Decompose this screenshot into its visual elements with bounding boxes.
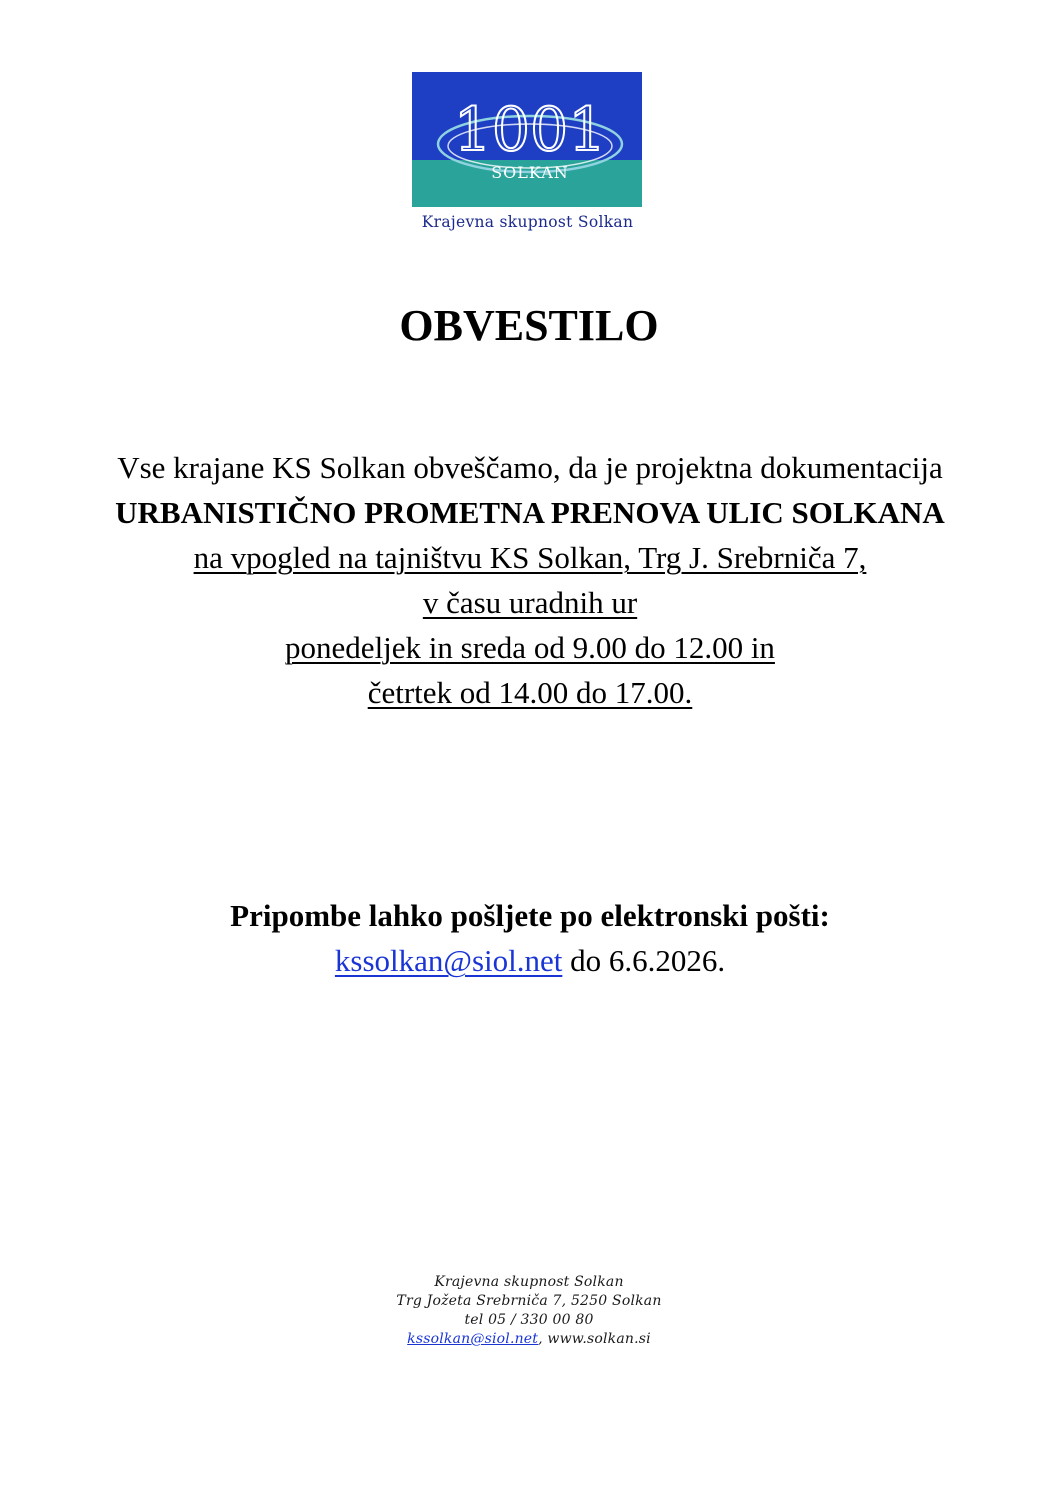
notice-location: na vpogled na tajništvu KS Solkan, Trg J. Srebrniča 7,	[193, 540, 867, 575]
notice-hours-2-line	[60, 670, 1000, 715]
email-link[interactable]: kssolkan@siol.net	[334, 943, 563, 978]
notice-hours-2: četrtek od 14.00 do 17.00.	[367, 675, 693, 710]
logo	[412, 72, 643, 231]
notice-intro: Vse krajane KS Solkan obveščamo, da je projektna dokumentacija	[117, 450, 943, 485]
logo-number: 1001	[453, 95, 607, 165]
project-title: URBANISTIČNO PROMETNA PRENOVA ULIC SOLKANA	[115, 495, 945, 530]
notice-hours-intro-line	[60, 580, 1000, 625]
notice-body	[60, 445, 1000, 715]
logo-caption: Krajevna skupnost Solkan	[421, 213, 634, 231]
notice-hours-1-line	[60, 625, 1000, 670]
footer-phone: tel 05 / 330 00 80	[464, 1312, 594, 1328]
page-title: OBVESTILO	[399, 301, 659, 350]
remarks-heading: Pripombe lahko pošljete po elektronski pošti:	[230, 898, 830, 933]
footer-web: , www.solkan.si	[538, 1331, 651, 1347]
footer-email-link[interactable]: kssolkan@siol.net	[407, 1331, 539, 1347]
notice-hours-intro: v času uradnih ur	[422, 585, 638, 620]
footer-address: Trg Jožeta Srebrniča 7, 5250 Solkan	[396, 1293, 662, 1309]
logo-emblem	[412, 72, 642, 207]
footer	[0, 1273, 1058, 1349]
remarks-contact	[60, 938, 1000, 983]
remarks-section	[60, 893, 1000, 983]
footer-contact	[0, 1330, 1058, 1349]
remarks-deadline: do 6.6.2026.	[562, 943, 726, 978]
logo-name: SOLKAN	[491, 163, 569, 182]
notice-hours-1: ponedeljek in sreda od 9.00 do 12.00 in	[285, 630, 775, 665]
footer-org: Krajevna skupnost Solkan	[434, 1274, 624, 1290]
logo-graphic	[412, 72, 642, 207]
